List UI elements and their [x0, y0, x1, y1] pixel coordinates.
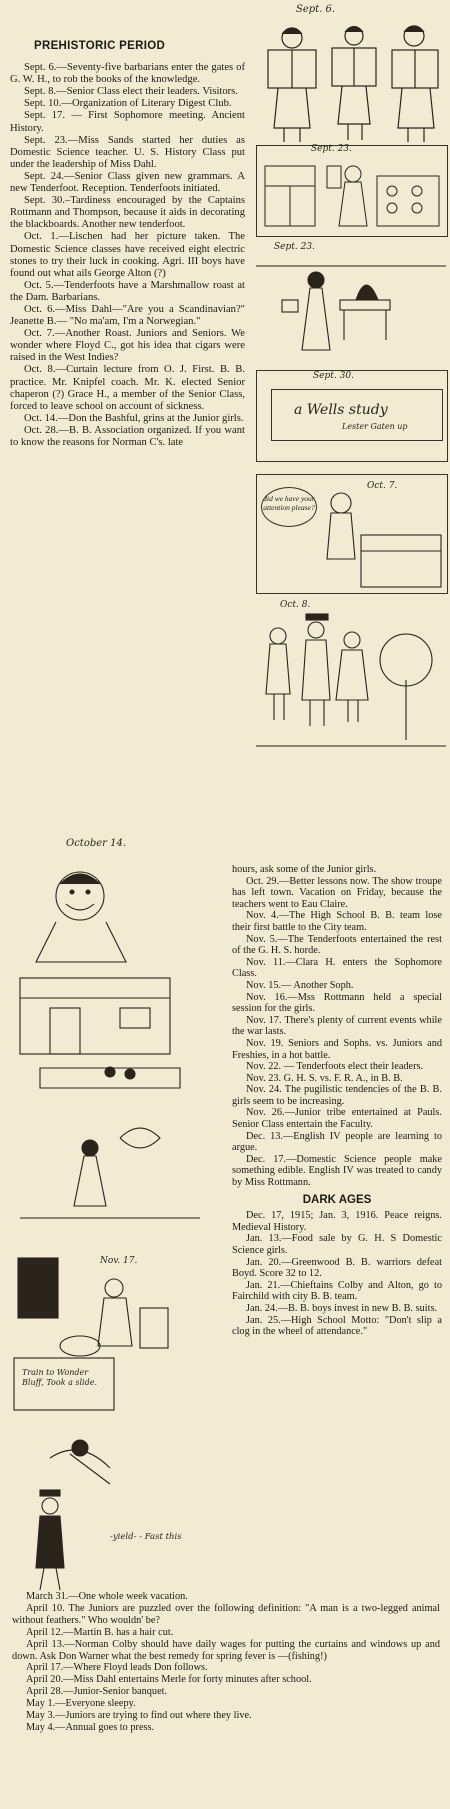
sketch-caption: Sept. 23.: [274, 242, 315, 252]
blackboard-sketch-frame: [256, 370, 448, 462]
entry: April 20.—Miss Dahl entertains Merle for forty minutes after school.: [26, 1674, 312, 1686]
entry: Nov. 17. There's plenty of current events while the war lasts.: [232, 1014, 442, 1038]
entry: April 10. The Juniors are puzzled over the following definition: "A man is a two-legged animal without feathers." Who wouldn' be?: [12, 1602, 440, 1626]
kitchen-sketch-frame: [256, 145, 448, 237]
entry: Oct. 29.—Better lessons now. The show troupe has left town. Vacation on Friday, because the teachers went to Eau Claire.: [232, 875, 442, 910]
entry: Oct. 7.—Another Roast. Juniors and Seniors. We wonder where Floyd C., got his idea that cigars were raised in the West Indies?: [10, 328, 245, 364]
sewing-sketch-frame: [256, 240, 446, 360]
blackboard-subtext: Lester Gaten up: [342, 422, 408, 431]
entry: Oct. 8.—Curtain lecture from O. J. First. B. B. practice. Mr. Knipfel coach. Mr. K. elected Senior chaperon (?) Grace H., a member of the Senior Class, forced to leave school on account of sickness.: [10, 364, 245, 412]
entry: May 4.—Annual goes to press.: [26, 1721, 155, 1733]
sewing-sketch: [256, 240, 446, 360]
entry: Sept. 24.—Senior Class given new grammars. A new Tenderfoot. Reception. Tenderfoots initiated.: [10, 170, 245, 195]
entry: March 31.—One whole week vacation.: [26, 1591, 188, 1602]
readers-sketch: [254, 18, 450, 148]
continued-column: [232, 864, 442, 1338]
entry: Oct. 28.—B. B. Association organized. If you want to know the reasons for Norman C's. late: [10, 424, 245, 448]
entry: Dec. 17, 1915; Jan. 3, 1916. Peace reigns. Medieval History.: [232, 1210, 442, 1233]
figures-sketch: [256, 600, 446, 824]
entry: Sept. 6.—Seventy-five barbarians enter the gates of G. W. H., to rob the books of the knowledge.: [10, 62, 245, 86]
entry: Oct. 14.—Don the Bashful, grins at the Junior girls.: [24, 412, 244, 424]
section-title-prehistoric: PREHISTORIC PERIOD: [34, 40, 166, 52]
blackboard-text: a Wells study: [294, 402, 388, 418]
entry: Nov. 16.—Mss Rottmann held a special session for the girls.: [232, 991, 442, 1015]
entry: Nov. 15.— Another Soph.: [246, 979, 354, 991]
left-sketches: [10, 838, 215, 1598]
sketch-date-top: Sept. 6.: [296, 4, 336, 15]
sketch-caption: October 14.: [66, 838, 127, 849]
sketch-caption: Sept. 30.: [313, 371, 354, 381]
sketch-caption: Sept. 23.: [311, 144, 352, 154]
sketch-caption: Train to Wonder Bluff, Took a slide.: [22, 1368, 98, 1387]
entry: Nov. 11.—Clara H. enters the Sophomore Class.: [232, 956, 442, 980]
entry: Dec. 13.—English IV people are learning to argue.: [232, 1130, 442, 1154]
section-title-dark-ages: DARK AGES: [302, 1193, 372, 1206]
entry: May 1.—Everyone sleepy.: [26, 1698, 136, 1710]
sketch-caption: Oct. 7.: [367, 481, 398, 491]
sketch-caption: Nov. 17.: [100, 1256, 138, 1266]
entry: Nov. 22. — Tenderfoots elect their leaders.: [246, 1061, 424, 1073]
entry: Nov. 23. G. H. S. vs. F. R. A., in B. B.: [246, 1072, 403, 1084]
entry: hours, ask some of the Junior girls.: [232, 864, 377, 875]
entry: Jan. 21.—Chieftains Colby and Alton, go to Fairchild with city B. B. team.: [232, 1279, 442, 1303]
oct7-sketch-frame: [256, 474, 448, 594]
entry: Sept. 17. — First Sophomore meeting. Ancient History.: [10, 110, 245, 134]
spring-entries: [12, 1591, 440, 1734]
entry: Nov. 19. Seniors and Sophs. vs. Juniors and Freshies, in a hot battle.: [232, 1037, 442, 1061]
entry: May 3.—Juniors are trying to find out where they live.: [26, 1710, 252, 1722]
speech-bubble: did we have your attention please?: [261, 487, 317, 527]
entry: Dec. 17.—Domestic Science people make something edible. English IV was treated to candy by Miss Rottmann.: [232, 1153, 442, 1189]
entry: Nov. 5.—The Tenderfoots entertained the rest of the G. H. S. horde.: [232, 933, 442, 957]
blackboard: [271, 389, 443, 441]
entry: Nov. 26.—Junior tribe entertained at Pauls. Senior Class entertain the Faculty.: [232, 1107, 442, 1131]
entry: Sept. 10.—Organization of Literary Digest Club.: [24, 98, 232, 110]
entry: Nov. 4.—The High School B. B. team lose their first battle to the City team.: [232, 910, 442, 933]
sketch-strip-left: [10, 838, 215, 1598]
oct8-sketch-frame: [256, 600, 446, 824]
entry: Jan. 24.—B. B. boys invest in new B. B. suits.: [246, 1302, 438, 1314]
sketch-strip-right: [254, 0, 450, 830]
entry: April 28.—Junior-Senior banquet.: [26, 1686, 168, 1698]
entry: Jan. 20.—Greenwood B. B. warriors defeat Boyd. Score 32 to 12.: [232, 1256, 442, 1280]
entry: Oct. 5.—Tenderfoots have a Marshmallow roast at the Dam. Barbarians.: [10, 279, 245, 303]
entry: Sept. 23.—Miss Sands started her duties as Domestic Science teacher. U. S. History Class put under the leadership of Miss Dahl.: [10, 134, 245, 170]
entry: Nov. 24. The pugilistic tendencies of the B. B. girls seem to be increasing.: [232, 1084, 442, 1107]
entry: April 17.—Where Floyd leads Don follows.: [26, 1662, 208, 1674]
entry: Oct. 1.—Lischen had her picture taken. The Domestic Science classes have received eight electric stones to try their luck in cooking. Agri. III boys have found out what ails George Alton (?): [10, 231, 245, 279]
entry: Jan. 13.—Food sale by G. H. S Domestic Science girls.: [232, 1233, 442, 1256]
sketch-caption: Oct. 8.: [280, 600, 311, 610]
entry: Jan. 25.—High School Motto: "Don't slip a clog in the wheel of attendance.": [232, 1314, 442, 1338]
entry: Sept. 8.—Senior Class elect their leaders. Visitors.: [24, 86, 238, 98]
entry: April 13.—Norman Colby should have daily wages for putting the curtains and windows up and down. Ask Don Warner what the best remedy for spring fever is —(fishing!): [12, 1638, 440, 1662]
prehistoric-column: [10, 40, 245, 449]
entry: Sept. 30.–Tardiness encouraged by the Captains Rottmann and Thompson, because it aids in decorating the blackboards. Another new tenderfoot.: [10, 195, 245, 231]
entry: Oct. 6.—Miss Dahl—"Are you a Scandinavian?" Jeanette B.— "No ma'am, I'm a Norwegian.": [10, 303, 245, 328]
sketch-caption: -yield- - Fast this: [110, 1532, 182, 1542]
entry: April 12.—Martin B. has a hair cut.: [26, 1626, 174, 1638]
kitchen-sketch: [257, 146, 447, 236]
